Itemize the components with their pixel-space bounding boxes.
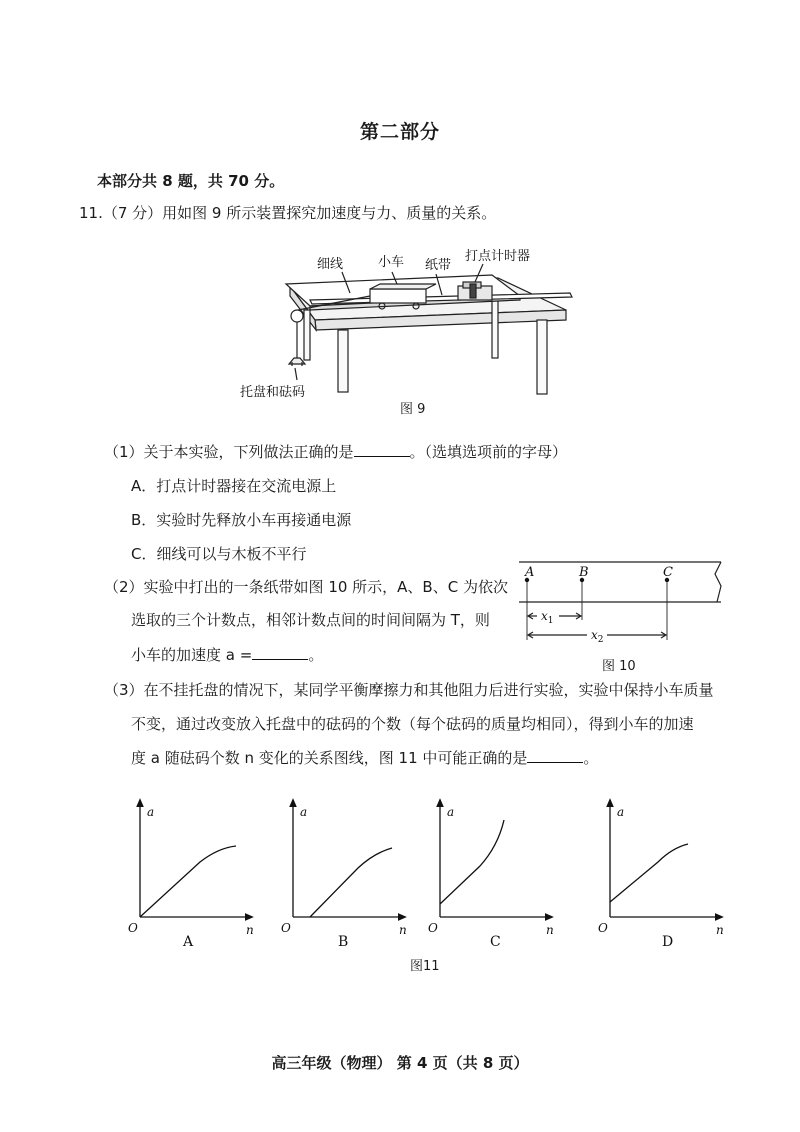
figure-11-graphs bbox=[120, 790, 740, 960]
tape-x2-label: $x_2$ bbox=[591, 628, 604, 645]
page-footer: 高三年级（物理） 第 4 页（共 8 页） bbox=[271, 1054, 529, 1072]
graph-b-xlabel: n bbox=[399, 923, 407, 937]
figure-10-caption: 图 10 bbox=[602, 659, 636, 674]
label-cart: 小车 bbox=[378, 255, 405, 270]
option-c: C．细线可以与木板不平行 bbox=[131, 545, 307, 563]
graph-c-curve bbox=[440, 820, 504, 904]
graph-b-curve bbox=[310, 848, 392, 917]
q11-part2-line3-after: 。 bbox=[308, 646, 324, 664]
tape-point-a: A bbox=[525, 565, 535, 580]
label-timer: 打点计时器 bbox=[465, 249, 531, 264]
q11-part2-line2: 选取的三个计数点，相邻计数点间的时间间隔为 T，则 bbox=[131, 611, 490, 629]
graph-d-xlabel: n bbox=[716, 923, 724, 937]
graph-a-origin: O bbox=[128, 921, 138, 935]
graph-b-ylabel: a bbox=[300, 805, 308, 819]
option-a: A．打点计时器接在交流电源上 bbox=[131, 477, 337, 495]
graph-b-label: B bbox=[338, 934, 349, 950]
q11-part3-line2: 不变，通过改变放入托盘中的砝码的个数（每个砝码的质量均相同），得到小车的加速 bbox=[131, 715, 694, 733]
graph-b bbox=[281, 802, 407, 950]
graph-d-origin: O bbox=[598, 921, 608, 935]
label-tray: 托盘和砝码 bbox=[240, 385, 306, 400]
q11-part1-stem-before: （1）关于本实验，下列做法正确的是 bbox=[104, 443, 354, 461]
figure-10-tape bbox=[515, 556, 727, 656]
tape-x1-label: $x_1$ bbox=[541, 609, 554, 626]
graph-a-curve bbox=[140, 846, 236, 917]
q11-part3-line3-before: 度 a 随砝码个数 n 变化的关系图线，图 11 中可能正确的是 bbox=[131, 749, 528, 767]
graph-a-xlabel: n bbox=[246, 923, 254, 937]
section-intro: 本部分共 8 题，共 70 分。 bbox=[97, 172, 285, 190]
tape-point-b: B bbox=[579, 565, 589, 580]
graph-a-ylabel: a bbox=[147, 805, 155, 819]
q11-part2-line3-before: 小车的加速度 a = bbox=[131, 646, 253, 664]
option-b: B．实验时先释放小车再接通电源 bbox=[131, 511, 352, 529]
figure-9-caption: 图 9 bbox=[400, 402, 426, 417]
q11-part3-line3 bbox=[131, 747, 598, 769]
q11-part3-line1: （3）在不挂托盘的情况下，某同学平衡摩擦力和其他阻力后进行实验，实验中保持小车质量 bbox=[104, 681, 714, 699]
figure-11-caption: 图11 bbox=[410, 959, 440, 974]
graph-b-origin: O bbox=[281, 921, 291, 935]
graph-d-ylabel: a bbox=[617, 805, 625, 819]
q11-part1-stem bbox=[104, 441, 567, 463]
q11-part2-line3 bbox=[131, 644, 323, 666]
answer-blank-2[interactable] bbox=[252, 645, 308, 660]
q11-part2-line1: （2）实验中打出的一条纸带如图 10 所示，A、B、C 为依次 bbox=[104, 578, 508, 596]
figure-9-apparatus bbox=[240, 240, 590, 412]
section-title: 第二部分 bbox=[359, 121, 440, 143]
graph-c-label: C bbox=[490, 934, 501, 950]
label-tape: 纸带 bbox=[425, 258, 452, 273]
graph-c-origin: O bbox=[428, 921, 438, 935]
question-11-stem: 11.（7 分）用如图 9 所示装置探究加速度与力、质量的关系。 bbox=[79, 204, 497, 222]
graph-d-label: D bbox=[662, 934, 674, 950]
graph-a-label: A bbox=[183, 934, 194, 950]
graph-c-ylabel: a bbox=[447, 805, 455, 819]
label-string: 细线 bbox=[317, 257, 344, 272]
graph-c bbox=[428, 802, 554, 950]
graph-a bbox=[128, 802, 254, 950]
answer-blank-1[interactable] bbox=[354, 442, 410, 457]
answer-blank-3[interactable] bbox=[527, 748, 583, 763]
graph-d bbox=[598, 802, 724, 950]
q11-part3-line3-after: 。 bbox=[583, 749, 599, 767]
graph-c-xlabel: n bbox=[546, 923, 554, 937]
graph-d-curve bbox=[610, 844, 688, 902]
q11-part1-stem-after: 。（选填选项前的字母） bbox=[409, 443, 568, 461]
tape-point-c: C bbox=[663, 565, 673, 580]
